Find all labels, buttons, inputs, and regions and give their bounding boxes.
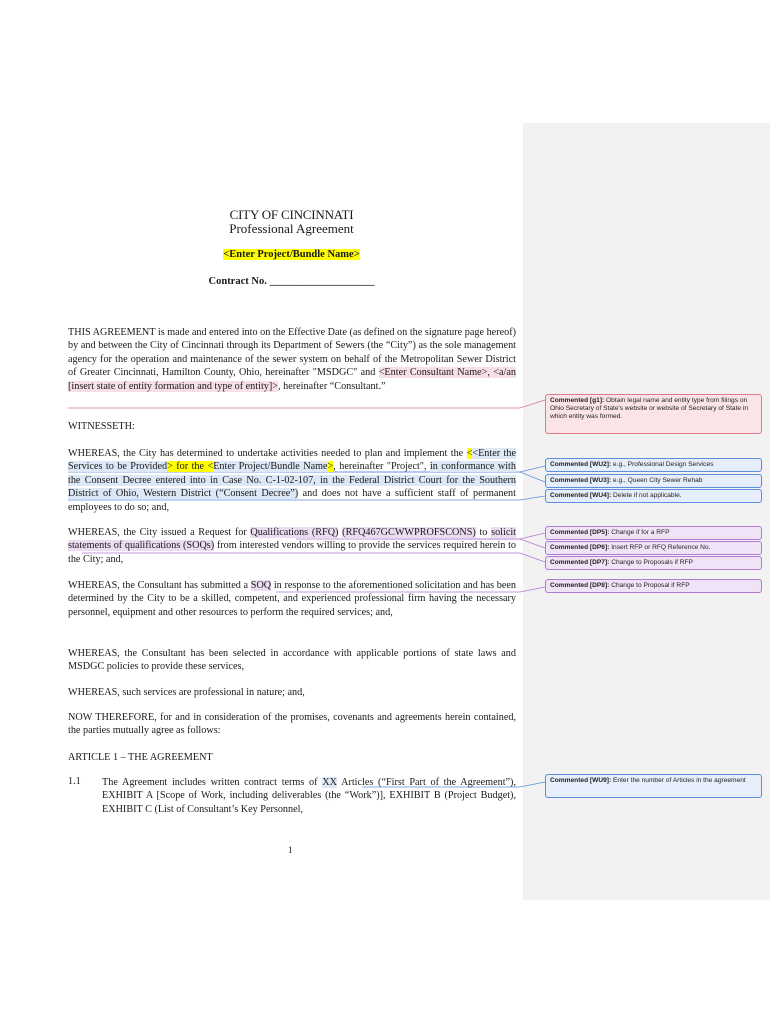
section-number: 1.1 xyxy=(68,776,81,787)
agreement-intro-paragraph xyxy=(68,326,516,393)
rfq-reference[interactable]: (RFQ467GCWWPROFSCONS) xyxy=(342,527,476,538)
comment-text: Obtain legal name and entity type from filings on Ohio Secretary of State's website or website of Secretary of State in which entity was formed. xyxy=(550,397,749,421)
comment-g1[interactable] xyxy=(545,394,762,434)
comment-author: Commented [DP7]: xyxy=(550,559,610,566)
project-lt: < xyxy=(207,461,214,473)
soq-text-end: in response to the aforementioned solicitation and has been determined by the City to be a skilled, competent, and experienced professional firm having the necessary personnel, equipment and other resources to perform the required services; and, xyxy=(68,580,516,618)
page-number: 1 xyxy=(288,845,293,855)
comment-author: Commented [DP5]: xyxy=(550,529,610,536)
comment-wu4[interactable] xyxy=(545,489,762,503)
intro-text: THIS AGREEMENT is made and entered into on the Effective Date (as defined on the signature page hereof) by and between the City of Cincinnati through its Department of Sewers (the “City”) as the sole management agency for the operation and maintenance of the sewer system on behalf of the Metropolitan Sewer District of Greater Cincinnati, Hamilton County, Ohio, hereinafter "MSDGC" and xyxy=(68,327,516,379)
project-text: , hereinafter "Project", xyxy=(333,461,430,473)
comment-text: Delete if not applicable. xyxy=(611,492,682,499)
comment-text: Change to Proposal if RFP xyxy=(609,582,690,589)
project-placeholder[interactable]: Enter Project/Bundle Name xyxy=(213,461,328,473)
rfq-to: to xyxy=(475,527,492,538)
comment-text: e.g., Queen City Sewer Rehab xyxy=(611,477,703,484)
services-lt: < xyxy=(466,448,473,459)
project-gt: > xyxy=(327,461,334,473)
soq-term[interactable]: SOQ xyxy=(250,580,272,591)
contract-number: Contract No. ____________________ xyxy=(208,276,375,287)
project-name-highlight[interactable]: <Enter Project/Bundle Name> xyxy=(223,249,360,260)
section-text: The Agreement includes written contract terms of xyxy=(102,777,323,788)
witnesseth-heading: WITNESSETH: xyxy=(68,421,135,432)
comment-author: Commented [WU4]: xyxy=(550,492,612,499)
soq-text: WHEREAS, the Consultant has submitted a xyxy=(68,580,251,591)
article-1-heading: ARTICLE 1 – THE AGREEMENT xyxy=(68,752,213,763)
intro-text-end: , hereinafter “Consultant.” xyxy=(278,380,386,392)
soq-phrase[interactable]: solicit statements of qualifications (SOQs) xyxy=(68,527,517,552)
comment-text: Enter the number of Articles in the agreement xyxy=(611,777,746,784)
comment-text: Change if for a RFP xyxy=(609,529,670,536)
whereas-selected-paragraph: WHEREAS, the Consultant has been selected in accordance with applicable portions of state laws and MSDGC policies to provide these services, xyxy=(68,648,516,673)
consent-decree-text[interactable]: in conformance with the Consent Decree entered into in Case No. C-1-02-107, in the Federal District Court for the Southern District of Ohio, Western District (“Consent Decree”) xyxy=(68,461,516,500)
comment-wu3[interactable] xyxy=(545,474,762,488)
comment-author: Commented [WU9]: xyxy=(550,777,612,784)
comment-text: Change to Proposals if RFP xyxy=(609,559,693,566)
comment-author: Commented [DP8]: xyxy=(550,582,610,589)
comment-dp5[interactable] xyxy=(545,526,762,540)
services-for: for the xyxy=(172,461,208,473)
comment-dp7[interactable] xyxy=(545,556,762,570)
comment-dp8[interactable] xyxy=(545,579,762,593)
comment-dp6[interactable] xyxy=(545,541,762,555)
article-count-placeholder[interactable]: XX xyxy=(322,777,337,788)
comment-text: e.g., Professional Design Services xyxy=(611,461,714,468)
comment-author: Commented [WU3]: xyxy=(550,477,612,484)
services-text: WHEREAS, the City has determined to undertake activities needed to plan and implement the xyxy=(68,448,467,459)
project-name-placeholder[interactable] xyxy=(0,249,583,260)
whereas-rfq-paragraph xyxy=(68,526,516,566)
services-gt: > xyxy=(167,461,173,473)
comment-wu2[interactable] xyxy=(545,458,762,472)
section-text-end: Articles (“First Part of the Agreement”), EXHIBIT A [Scope of Work, including deliverables (the “Work”)], EXHIBIT B (Project Budget), EXHIBIT C (List of Consultant’s Key Personnel, xyxy=(102,777,516,815)
rfq-text-end: from interested vendors willing to provide the services required herein to the City; and, xyxy=(68,540,516,565)
whereas-professional-paragraph: WHEREAS, such services are professional in nature; and, xyxy=(68,687,305,698)
city-title: CITY OF CINCINNATI xyxy=(229,207,354,222)
comment-author: Commented [g1]: xyxy=(550,397,605,404)
document-type-title: Professional Agreement xyxy=(229,221,354,236)
consultant-name-placeholder[interactable]: <Enter Consultant Name>, <a/an [insert state of entity formation and type of entity]> xyxy=(68,367,516,392)
services-text-end: and does not have a sufficient staff of permanent employees to do so; and, xyxy=(68,488,516,513)
comment-wu9[interactable] xyxy=(545,774,762,798)
whereas-services-paragraph xyxy=(68,447,516,514)
services-placeholder[interactable]: <Enter the Services to be Provided xyxy=(68,448,516,473)
rfq-term[interactable]: Qualifications (RFQ) xyxy=(250,527,339,538)
now-therefore-paragraph: NOW THEREFORE, for and in consideration of the promises, covenants and agreements herein contained, the parties mutually agree as follows: xyxy=(68,712,516,737)
section-1-1-paragraph xyxy=(102,776,516,816)
comment-text: Insert RFP or RFQ Reference No. xyxy=(609,544,711,551)
rfq-text: WHEREAS, the City issued a Request for xyxy=(68,527,251,538)
comment-author: Commented [WU2]: xyxy=(550,461,612,468)
whereas-soq-paragraph xyxy=(68,579,516,619)
comment-author: Commented [DP6]: xyxy=(550,544,610,551)
